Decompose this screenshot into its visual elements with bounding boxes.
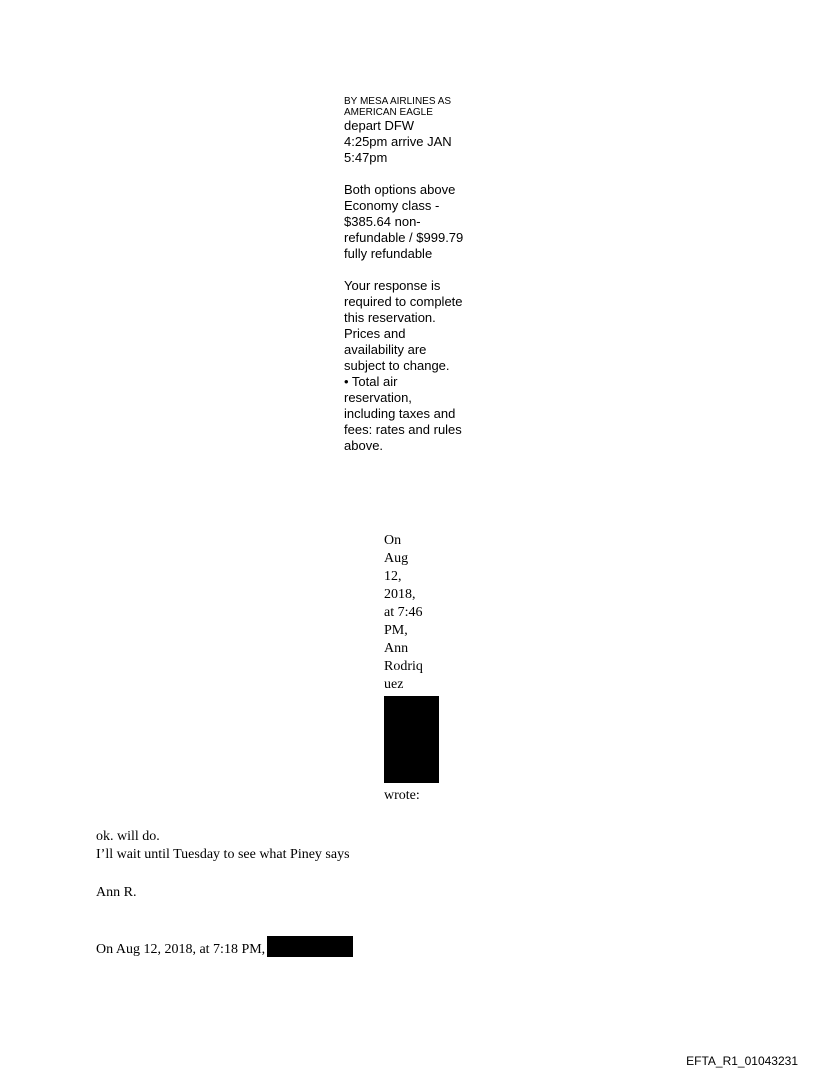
- attribution-block: [384, 532, 442, 805]
- carrier-line: BY MESA AIRLINES AS: [344, 96, 452, 107]
- document-id: EFTA_R1_01043231: [686, 1054, 798, 1068]
- flight-line: 5:47pm: [344, 150, 388, 165]
- fare-line: $385.64 non-: [344, 214, 421, 229]
- notice-line: subject to change.: [344, 358, 450, 373]
- fare-paragraph: [344, 182, 484, 262]
- notice-line: Prices and: [344, 326, 406, 341]
- fare-line: refundable / $999.79: [344, 230, 464, 245]
- bullet-line: including taxes and: [344, 406, 456, 421]
- attribution-wrote: wrote:: [384, 788, 420, 803]
- attribution-line: On: [384, 533, 402, 548]
- attribution-line: Aug: [384, 551, 409, 566]
- notice-line: this reservation.: [344, 310, 436, 325]
- fare-line: Both options above: [344, 182, 456, 197]
- bullet-line: above.: [344, 438, 384, 453]
- notice-line: availability are: [344, 342, 427, 357]
- reply-line: I’ll wait until Tuesday to see what Piney says: [96, 847, 350, 862]
- reply-body: [96, 828, 350, 864]
- bullet-line: reservation,: [344, 390, 412, 405]
- earlier-quote-header: [96, 936, 353, 959]
- attribution-line: at 7:46: [384, 605, 423, 620]
- redaction-box: [384, 696, 439, 783]
- signature: Ann R.: [96, 885, 137, 900]
- attribution-line: Ann: [384, 641, 409, 656]
- earlier-quote-prefix: On Aug 12, 2018, at 7:18 PM,: [96, 942, 266, 957]
- notice-line: Your response is: [344, 278, 441, 293]
- bullet-line: fees: rates and rules: [344, 422, 462, 437]
- reply-line: ok. will do.: [96, 829, 160, 844]
- redaction-box: [267, 936, 353, 957]
- attribution-line: Rodriq: [384, 659, 423, 674]
- flight-line: depart DFW: [344, 118, 415, 133]
- carrier-line: AMERICAN EAGLE: [344, 107, 433, 118]
- notice-paragraph: [344, 278, 484, 454]
- attribution-line: PM,: [384, 623, 408, 638]
- attribution-line: 2018,: [384, 587, 416, 602]
- quoted-email-block: [344, 96, 484, 454]
- notice-line: required to complete: [344, 294, 463, 309]
- attribution-line: 12,: [384, 569, 402, 584]
- attribution-line: uez: [384, 677, 404, 692]
- fare-line: Economy class -: [344, 198, 440, 213]
- flight-line: 4:25pm arrive JAN: [344, 134, 452, 149]
- bullet-line: • Total air: [344, 374, 398, 389]
- fare-line: fully refundable: [344, 246, 433, 261]
